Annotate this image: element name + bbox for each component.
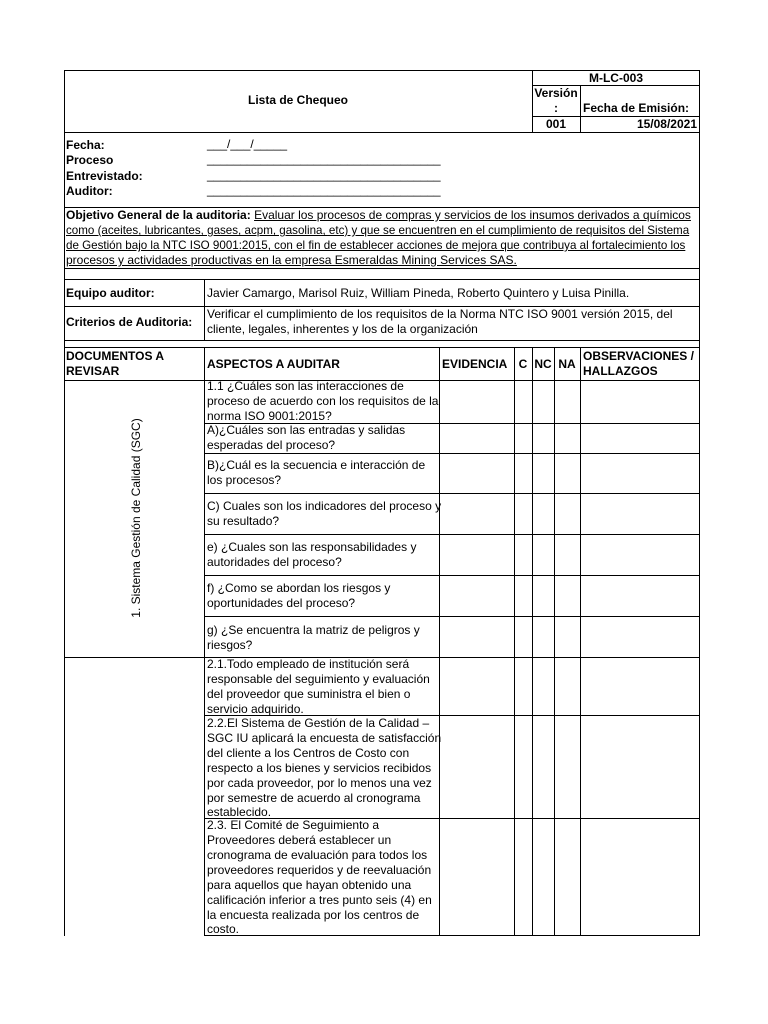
entrevistado-label: Entrevistado:: [66, 169, 143, 183]
aspect-2-3-line: 2.3. El Comité de Seguimiento a: [207, 818, 380, 832]
col-na: NA: [558, 357, 576, 371]
aspect-1-1-line: 1.1 ¿Cuáles son las interacciones de: [207, 379, 404, 393]
col-aspects: ASPECTOS A AUDITAR: [207, 357, 340, 371]
aspect-2-1-line: 2.1.Todo empleado de institución será: [207, 657, 410, 671]
proceso-label: Proceso: [66, 153, 114, 167]
aspect-2-2-line: por semestre de acuerdo al cronograma: [207, 791, 421, 805]
col-evidence: EVIDENCIA: [442, 357, 508, 371]
aspect-2-1-line: responsable del seguimiento y evaluación: [207, 672, 430, 686]
criteria-label: Criterios de Auditoria:: [66, 315, 193, 329]
aspect-2-3-line: costo.: [207, 922, 240, 936]
aspect-2-2-line: del cliente a los Centros de Costo con: [207, 746, 410, 760]
col-docs-2: REVISAR: [66, 364, 120, 378]
aspect-2-1-line: del proveedor que suministra el bien o: [207, 687, 411, 701]
aspect-b-line: los procesos?: [207, 473, 282, 487]
proceso-field[interactable]: ___________________________________: [207, 152, 441, 166]
auditor-field[interactable]: ___________________________________: [207, 183, 441, 197]
objective-text-2: como (aceites, lubricantes, gases, acpm, gasolina, etc) y que se encuentren en el cumplimiento de requisitos del Sistema: [66, 224, 690, 237]
col-nc: NC: [534, 357, 552, 371]
aspect-2-3-line: cronograma de evaluación para todos los: [207, 848, 428, 862]
aspect-2-2-line: respecto a los bienes y servicios recibidos: [207, 761, 432, 775]
emission-label: Fecha de Emisión:: [583, 101, 690, 115]
emission-date: 15/08/2021: [636, 117, 697, 131]
aspect-2-2-line: SGC IU aplicará la encuesta de satisfacción: [207, 731, 442, 745]
criteria-text-1: Verificar el cumplimiento de los requisitos de la Norma NTC ISO 9001 versión 2015, del: [207, 307, 673, 321]
col-obs-1: OBSERVACIONES /: [583, 349, 694, 363]
version-label: Versión: [534, 86, 578, 100]
auditor-label: Auditor:: [66, 184, 113, 198]
aspect-2-1-line: servicio adquirido.: [207, 702, 304, 716]
aspect-2-3-line: calificación inferior a tres punto seis (4) en: [207, 893, 432, 907]
objective-label: Objetivo General de la auditoria:: [66, 208, 251, 222]
aspect-2-3-line: proveedores requeridos y de reevaluación: [207, 863, 432, 877]
aspect-2-3-line: para aquellos que hayan obtenido una: [207, 878, 412, 892]
criteria-text-2: cliente, legales, inherentes y los de la organización: [207, 322, 478, 336]
objective-text-4: procesos y actividades productivas en la empresa Esmeraldas Mining Services SAS.: [66, 253, 517, 267]
team-value: Javier Camargo, Marisol Ruiz, William Pineda, Roberto Quintero y Luisa Pinilla.: [207, 286, 630, 300]
objective-text-3: de Gestión bajo la NTC ISO 9001:2015, con el fin de establecer acciones de mejora que contribuya al fortalecimiento los: [66, 239, 686, 252]
entrevistado-field[interactable]: ___________________________________: [207, 168, 441, 182]
version-value: 001: [545, 117, 567, 131]
aspect-g-line: riesgos?: [207, 638, 253, 652]
aspect-2-3-line: Proveedores deberá establecer un: [207, 833, 392, 847]
version-colon: :: [554, 101, 558, 115]
fecha-field[interactable]: ___/___/_____: [207, 137, 288, 151]
aspect-e-line: e) ¿Cuales son las responsabilidades y: [207, 540, 417, 554]
aspect-2-2-line: 2.2.El Sistema de Gestión de la Calidad –: [207, 716, 430, 730]
aspect-1-1-line: proceso de acuerdo con los requisitos de la: [207, 394, 439, 408]
col-c: C: [518, 357, 528, 371]
aspect-g-line: g) ¿Se encuentra la matriz de peligros y: [207, 623, 420, 637]
section-1-label: 1. Sistema Gestión de Calidad (SGC): [129, 418, 143, 618]
aspect-2-2-line: establecido.: [207, 805, 272, 819]
form-title: Lista de Chequeo: [247, 93, 348, 107]
frame-right: [699, 70, 700, 936]
aspect-a-line: esperadas del proceso?: [207, 438, 336, 452]
aspect-c-line: su resultado?: [207, 514, 280, 528]
col-docs-1: DOCUMENTOS A: [66, 349, 165, 363]
aspect-2-3-line: la encuesta realizada por los centros de: [207, 908, 420, 922]
team-label: Equipo auditor:: [66, 286, 155, 300]
fecha-label: Fecha:: [66, 138, 105, 152]
aspect-f-line: oportunidades del proceso?: [207, 596, 356, 610]
form-code: M-LC-003: [588, 71, 643, 85]
aspect-1-1-line: norma ISO 9001:2015?: [207, 409, 332, 423]
aspect-a-line: A)¿Cuáles son las entradas y salidas: [207, 423, 406, 437]
aspect-c-line: C) Cuales son los indicadores del proceso y: [207, 499, 442, 513]
aspect-b-line: B)¿Cuál es la secuencia e interacción de: [207, 458, 426, 472]
aspect-2-2-line: por cada proveedor, por lo menos una vez: [207, 776, 432, 790]
frame-left: [64, 70, 65, 936]
aspect-f-line: f) ¿Como se abordan los riesgos y: [207, 581, 391, 595]
col-obs-2: HALLAZGOS: [583, 364, 658, 378]
aspect-e-line: autoridades del proceso?: [207, 555, 342, 569]
objective-line-1: [66, 208, 698, 223]
objective-text-1: Evaluar los procesos de compras y servicios de los insumos derivados a químicos: [254, 208, 691, 222]
